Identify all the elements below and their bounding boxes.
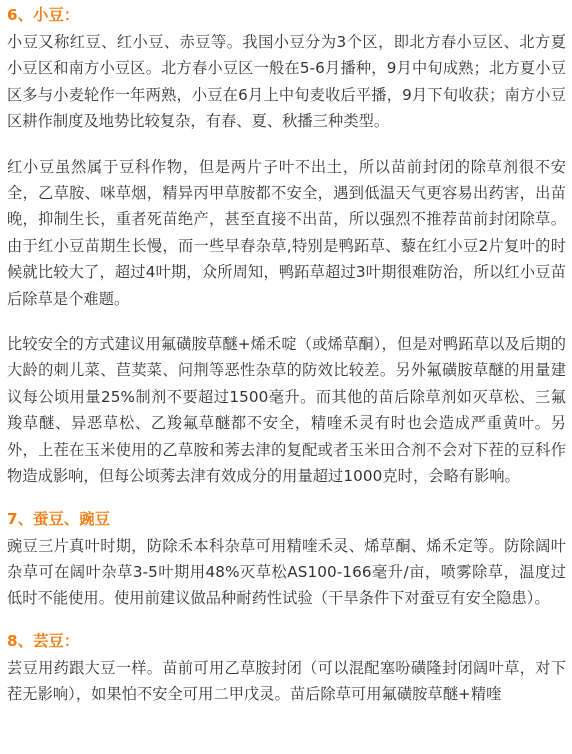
paragraph-spacer — [7, 312, 566, 331]
paragraph-6-1: 小豆又称红豆、红小豆、赤豆等。我国小豆分为3个区，即北方春小豆区、北方夏小豆区和南方小豆区。北方春小豆区一般在5-6月播种，9月中旬成熟；北方夏小豆区多与小麦轮作一年两熟，小豆在6月上中旬麦收后平播，9月下旬收获；南方小豆区耕作制度及地势比较复杂，有春、夏、秋播三种类型。 — [7, 33, 566, 131]
paragraph-8-1: 芸豆用药跟大豆一样。苗前可用乙草胺封闭（可以混配塞吩磺隆封闭阔叶草，对下茬无影响），如果怕不安全可用二甲戊灵。苗后除草可用氟磺胺草醚+精喹 — [7, 658, 566, 704]
section-heading-8: 8、芸豆： — [7, 631, 80, 650]
paragraph-6-2: 红小豆虽然属于豆科作物，但是两片子叶不出土，所以苗前封闭的除草剂很不安全，乙草胺、咪草烟，精异丙甲草胺都不安全，遇到低温天气更容易出药害，出苗晚，抑制生长，重者死苗绝产，甚至直接不出苗，所以强烈不推荐苗前封闭除草。由于红小豆苗期生长慢，而一些早春杂草,特别是鸭跖草、藜在红小豆2片复叶的时候就比较大了，超过4叶期，众所周知，鸭跖草超过3叶期很难防治，所以红小豆苗后除草是个难题。 — [7, 157, 566, 308]
section-spacer — [7, 612, 566, 626]
paragraph-6-3: 比较安全的方式建议用氟磺胺草醚+烯禾啶（或烯草酮），但是对鸭跖草以及后期的大龄的刺儿菜、苣荬菜、问荆等恶性杂草的防效比较差。另外氟磺胺草醚的用量建议每公顷用量25%制剂不要超过1500毫升。而其他的苗后除草剂如灭草松、三氟羧草醚、异恶草松、乙羧氟草醚都不安全，精喹禾灵有时也会造成严重黄叶。另外，上茬在玉米使用的乙草胺和莠去津的复配或者玉米田合剂不会对下茬的豆科作物造成影响，但每公顷莠去津有效成分的用量超过1000克时，会略有影响。 — [7, 335, 566, 486]
section-spacer — [7, 490, 566, 504]
section-heading-6: 6、小豆： — [7, 6, 80, 24]
section-heading-7: 7、蚕豆、豌豆 — [7, 509, 111, 528]
paragraph-spacer — [7, 135, 566, 154]
paragraph-7-1: 豌豆三片真叶时期，防除禾本科杂草可用精喹禾灵、烯草酮、烯禾定等。防除阔叶杂草可在阔叶杂草3-5叶期用48%灭草松AS100-166毫升/亩，喷雾除草，温度过低时不能使用。使用前建议做品种耐药性试验（干旱条件下对蚕豆有安全隐患）。 — [7, 536, 566, 608]
